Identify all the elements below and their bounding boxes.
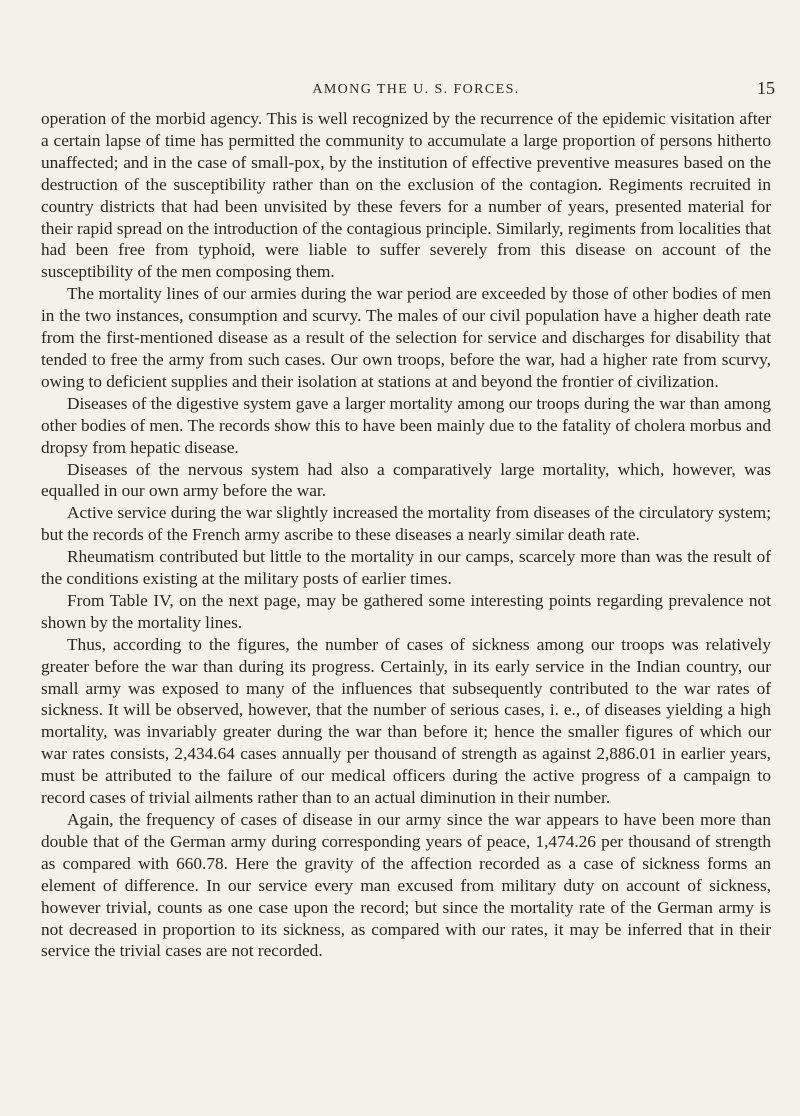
paragraph: Rheumatism contributed but little to the mortality in our camps, scarcely more than was the result of the conditions existing at the military posts of earlier times. [41, 547, 771, 589]
paragraph: The mortality lines of our armies during the war period are exceeded by those of other bodies of men in the two instances, consumption and scurvy. The males of our civil population have a higher death rate from the first-mentioned disease as a result of the selection for service and discharges for disability that tended to free the army from such cases. Our own troops, before the war, had a higher rate from scurvy, owing to deficient supplies and their isolation at stations at and beyond the frontier of civilization. [41, 284, 771, 391]
paragraph: operation of the morbid agency. This is well recognized by the recurrence of the epidemic visitation after a certain lapse of time has permitted the community to accumulate a large proportion of persons hitherto unaffected; and in the case of small-pox, by the institution of effective preventive measures based on the destruction of the susceptibility rather than on the exclusion of the contagion. Regiments recruited in country districts that had been unvisited by these fevers for a number of years, presented material for their rapid spread on the introduction of the contagious principle. Similarly, regiments from localities that had been free from typhoid, were liable to suffer severely from this disease on account of the susceptibility of the men composing them. [41, 109, 771, 282]
paragraph: Thus, according to the figures, the number of cases of sickness among our troops was relatively greater before the war than during its progress. Certainly, in its early service in the Indian country, our small army was exposed to many of the influences that subsequently contributed to the war rates of sickness. It will be observed, however, that the number of serious cases, i. e., of diseases yielding a high mortality, was invariably greater during the war than before it; hence the smaller figures of which our war rates consists, 2,434.64 cases annually per thousand of strength as against 2,886.01 in earlier years, must be attributed to the failure of our medical officers during the active progress of a campaign to record cases of trivial ailments rather than to an actual diminution in their number. [41, 634, 771, 808]
paragraph: Active service during the war slightly increased the mortality from diseases of the circulatory system; but the records of the French army ascribe to these diseases a nearly similar death rate. [41, 503, 771, 545]
paragraph: Diseases of the digestive system gave a larger mortality among our troops during the war than among other bodies of men. The records show this to have been mainly due to the fatality of cholera morbus and dropsy from hepatic disease. [41, 393, 771, 457]
body-text [41, 108, 771, 962]
page-number: 15 [757, 78, 775, 98]
paragraph: Again, the frequency of cases of disease in our army since the war appears to have been more than double that of the German army during corresponding years of peace, 1,474.26 per thousand of strength as compared with 660.78. Here the gravity of the affection recorded as a case of sickness forms an element of difference. In our service every man excused from military duty on account of sickness, however trivial, counts as one case upon the record; but since the mortality rate of the German army is not decreased in proportion to its sickness, as compared with our rates, it may be inferred that in their service the trivial cases are not recorded. [41, 810, 771, 961]
paragraph: Diseases of the nervous system had also a comparatively large mortality, which, however, was equalled in our own army before the war. [41, 459, 771, 501]
running-title: AMONG THE U. S. FORCES. [312, 82, 520, 97]
paragraph: From Table IV, on the next page, may be gathered some interesting points regarding prevalence not shown by the mortality lines. [41, 590, 771, 632]
